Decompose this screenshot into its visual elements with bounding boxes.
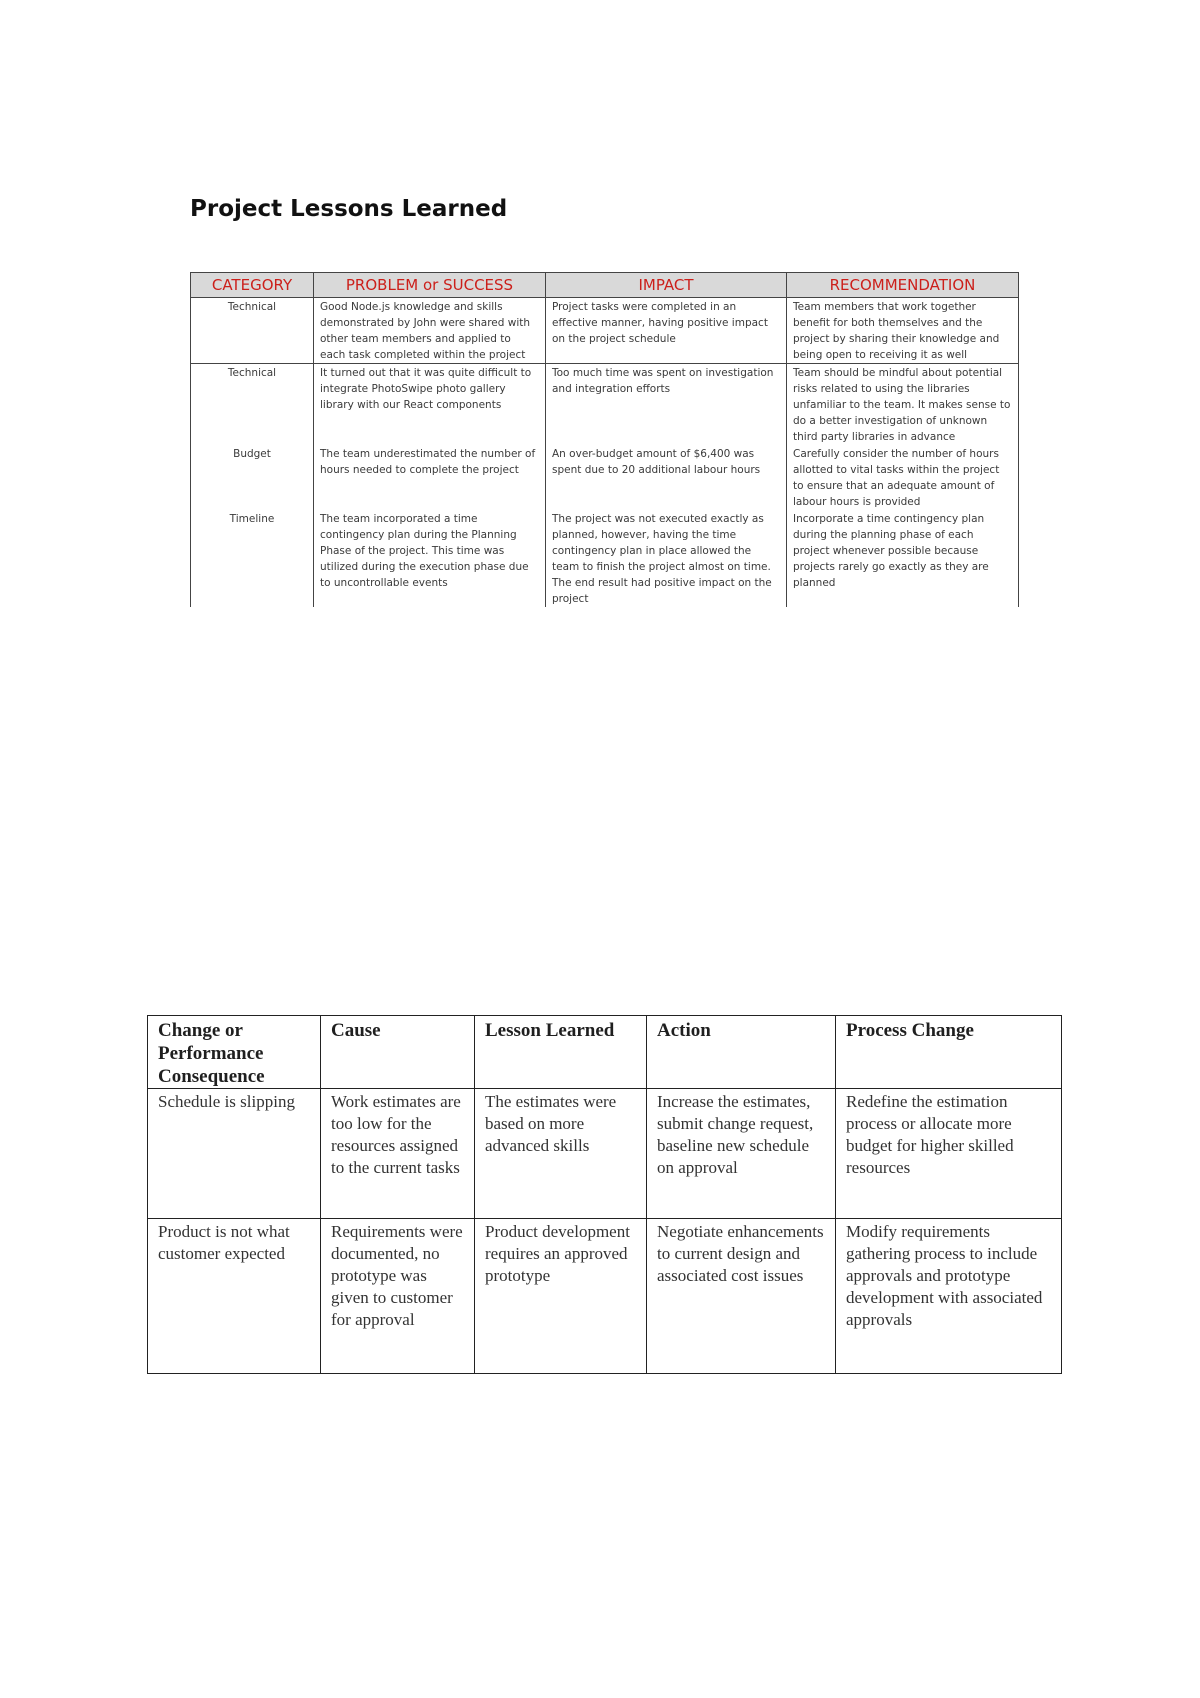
header-recommendation: RECOMMENDATION — [787, 273, 1019, 298]
recommendation-cell: Carefully consider the number of hours allotted to vital tasks within the project to ensure that an adequate amount of labour hours is provided — [787, 445, 1019, 510]
header-process-change: Process Change — [836, 1016, 1062, 1089]
problem-cell: It turned out that it was quite difficult to integrate PhotoSwipe photo gallery library with our React components — [314, 364, 546, 446]
table-row — [148, 1219, 1062, 1374]
cause-cell: Work estimates are too low for the resources assigned to the current tasks — [321, 1089, 475, 1219]
header-problem-or-success: PROBLEM or SUCCESS — [314, 273, 546, 298]
recommendation-cell: Team should be mindful about potential risks related to using the libraries unfamiliar to the team. It makes sense to do a better investigation of unknown third party libraries in advance — [787, 364, 1019, 446]
header-impact: IMPACT — [546, 273, 787, 298]
change-consequence-table — [147, 1015, 1062, 1374]
lesson-cell: Product development requires an approved prototype — [475, 1219, 647, 1374]
consequence-cell: Schedule is slipping — [148, 1089, 321, 1219]
impact-cell: An over-budget amount of $6,400 was spent due to 20 additional labour hours — [546, 445, 787, 510]
cause-cell: Requirements were documented, no prototype was given to customer for approval — [321, 1219, 475, 1374]
action-cell: Negotiate enhancements to current design and associated cost issues — [647, 1219, 836, 1374]
problem-cell: Good Node.js knowledge and skills demonstrated by John were shared with other team members and applied to each task completed within the project — [314, 298, 546, 364]
lesson-cell: The estimates were based on more advanced skills — [475, 1089, 647, 1219]
lessons-learned-table — [190, 272, 1019, 607]
header-consequence: Change or Performance Consequence — [148, 1016, 321, 1089]
header-lesson-learned: Lesson Learned — [475, 1016, 647, 1089]
header-cause: Cause — [321, 1016, 475, 1089]
category-cell: Budget — [191, 445, 314, 510]
lessons-header-row — [191, 273, 1019, 298]
table-row — [191, 364, 1019, 446]
problem-cell: The team underestimated the number of hours needed to complete the project — [314, 445, 546, 510]
process-change-cell: Modify requirements gathering process to include approvals and prototype development with associated approvals — [836, 1219, 1062, 1374]
impact-cell: The project was not executed exactly as planned, however, having the time contingency plan in place allowed the team to finish the project almost on time. The end result had positive impact on the project — [546, 510, 787, 607]
table-row — [191, 510, 1019, 607]
table-row — [148, 1089, 1062, 1219]
recommendation-cell: Team members that work together benefit for both themselves and the project by sharing their knowledge and being open to receiving it as well — [787, 298, 1019, 364]
category-cell: Technical — [191, 298, 314, 364]
page-title: Project Lessons Learned — [190, 196, 508, 222]
header-category: CATEGORY — [191, 273, 314, 298]
process-change-cell: Redefine the estimation process or allocate more budget for higher skilled resources — [836, 1089, 1062, 1219]
change-header-row — [148, 1016, 1062, 1089]
action-cell: Increase the estimates, submit change request, baseline new schedule on approval — [647, 1089, 836, 1219]
recommendation-cell: Incorporate a time contingency plan during the planning phase of each project whenever possible because projects rarely go exactly as they are planned — [787, 510, 1019, 607]
table-row — [191, 445, 1019, 510]
header-action: Action — [647, 1016, 836, 1089]
consequence-cell: Product is not what customer expected — [148, 1219, 321, 1374]
category-cell: Timeline — [191, 510, 314, 607]
category-cell: Technical — [191, 364, 314, 446]
impact-cell: Too much time was spent on investigation and integration efforts — [546, 364, 787, 446]
table-row — [191, 298, 1019, 364]
impact-cell: Project tasks were completed in an effective manner, having positive impact on the project schedule — [546, 298, 787, 364]
problem-cell: The team incorporated a time contingency plan during the Planning Phase of the project. This time was utilized during the execution phase due to uncontrollable events — [314, 510, 546, 607]
